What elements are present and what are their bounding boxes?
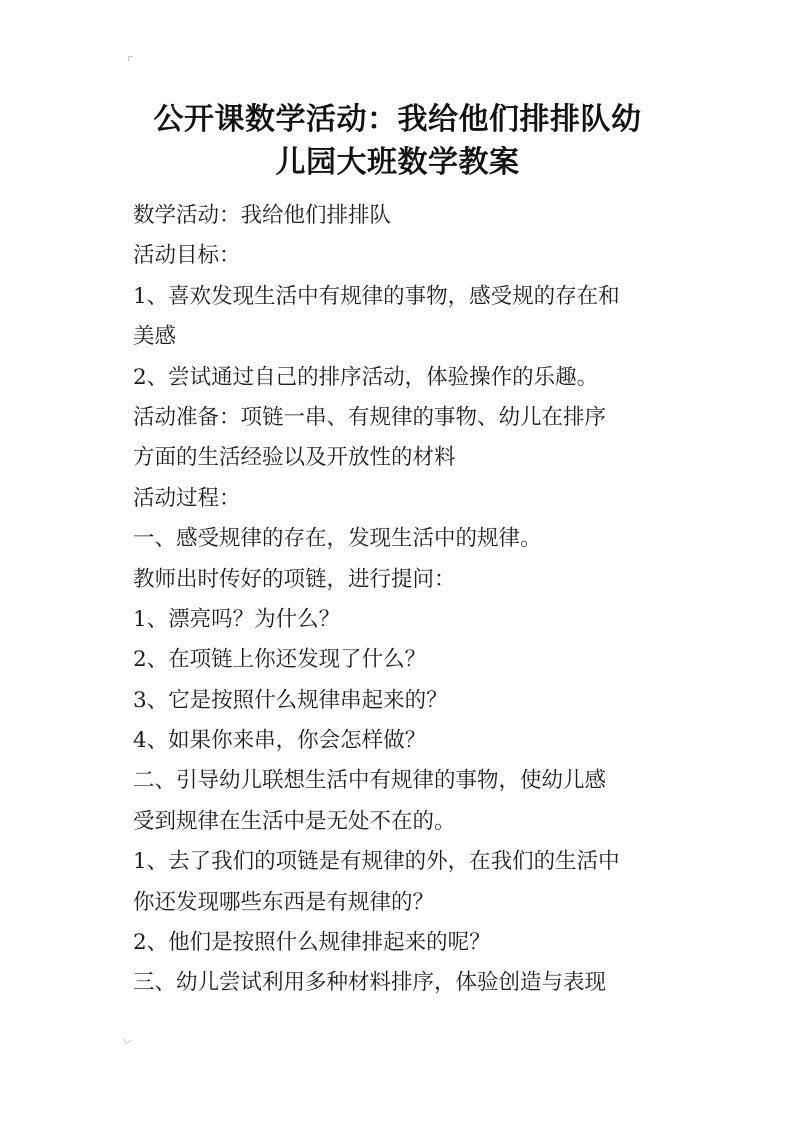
body-line: 2、尝试通过自己的排序活动，体验操作的乐趣。 (133, 364, 599, 390)
body-line: 活动目标： (133, 243, 241, 269)
body-line: 1、喜欢发现生活中有规律的事物，感受规的存在和 (133, 283, 620, 309)
body-line: 4、如果你来串，你会怎样做？ (133, 728, 427, 754)
body-line: 3、它是按照什么规律串起来的？ (133, 687, 448, 713)
body-line: 二、引导幼儿联想生活中有规律的事物，使幼儿感 (133, 768, 607, 794)
body-line: 三、幼儿尝试利用多种材料排序，体验创造与表现 (133, 970, 607, 996)
document-title (110, 98, 685, 184)
body-line: 2、他们是按照什么规律排起来的呢？ (133, 930, 491, 956)
body-line: 2、在项链上你还发现了什么？ (133, 647, 427, 673)
body-line: 美感 (133, 324, 177, 350)
crop-mark (128, 56, 133, 61)
body-line: 教师出时传好的项链，进行提问： (133, 566, 456, 592)
body-line: 受到规律在生活中是无处不在的。 (133, 808, 456, 834)
body-line: 方面的生活经验以及开放性的材料 (133, 445, 456, 471)
body-line: 一、感受规律的存在，发现生活中的规律。 (133, 526, 542, 552)
crop-mark (123, 1035, 133, 1045)
body-line: 1、去了我们的项链是有规律的外，在我们的生活中 (133, 849, 620, 875)
title-line-1: 公开课数学活动：我给他们排排队幼 (153, 102, 642, 137)
body-line: 1、漂亮吗？为什么？ (133, 606, 341, 632)
title-line-2: 儿园大班数学教案 (275, 145, 520, 180)
body-line: 数学活动：我给他们排排队 (133, 203, 392, 228)
body-line: 你还发现哪些东西是有规律的？ (133, 889, 435, 915)
body-line: 活动准备：项链一串、有规律的事物、幼儿在排序 (133, 404, 607, 430)
body-line: 活动过程： (133, 485, 241, 511)
document-body (133, 196, 665, 1004)
